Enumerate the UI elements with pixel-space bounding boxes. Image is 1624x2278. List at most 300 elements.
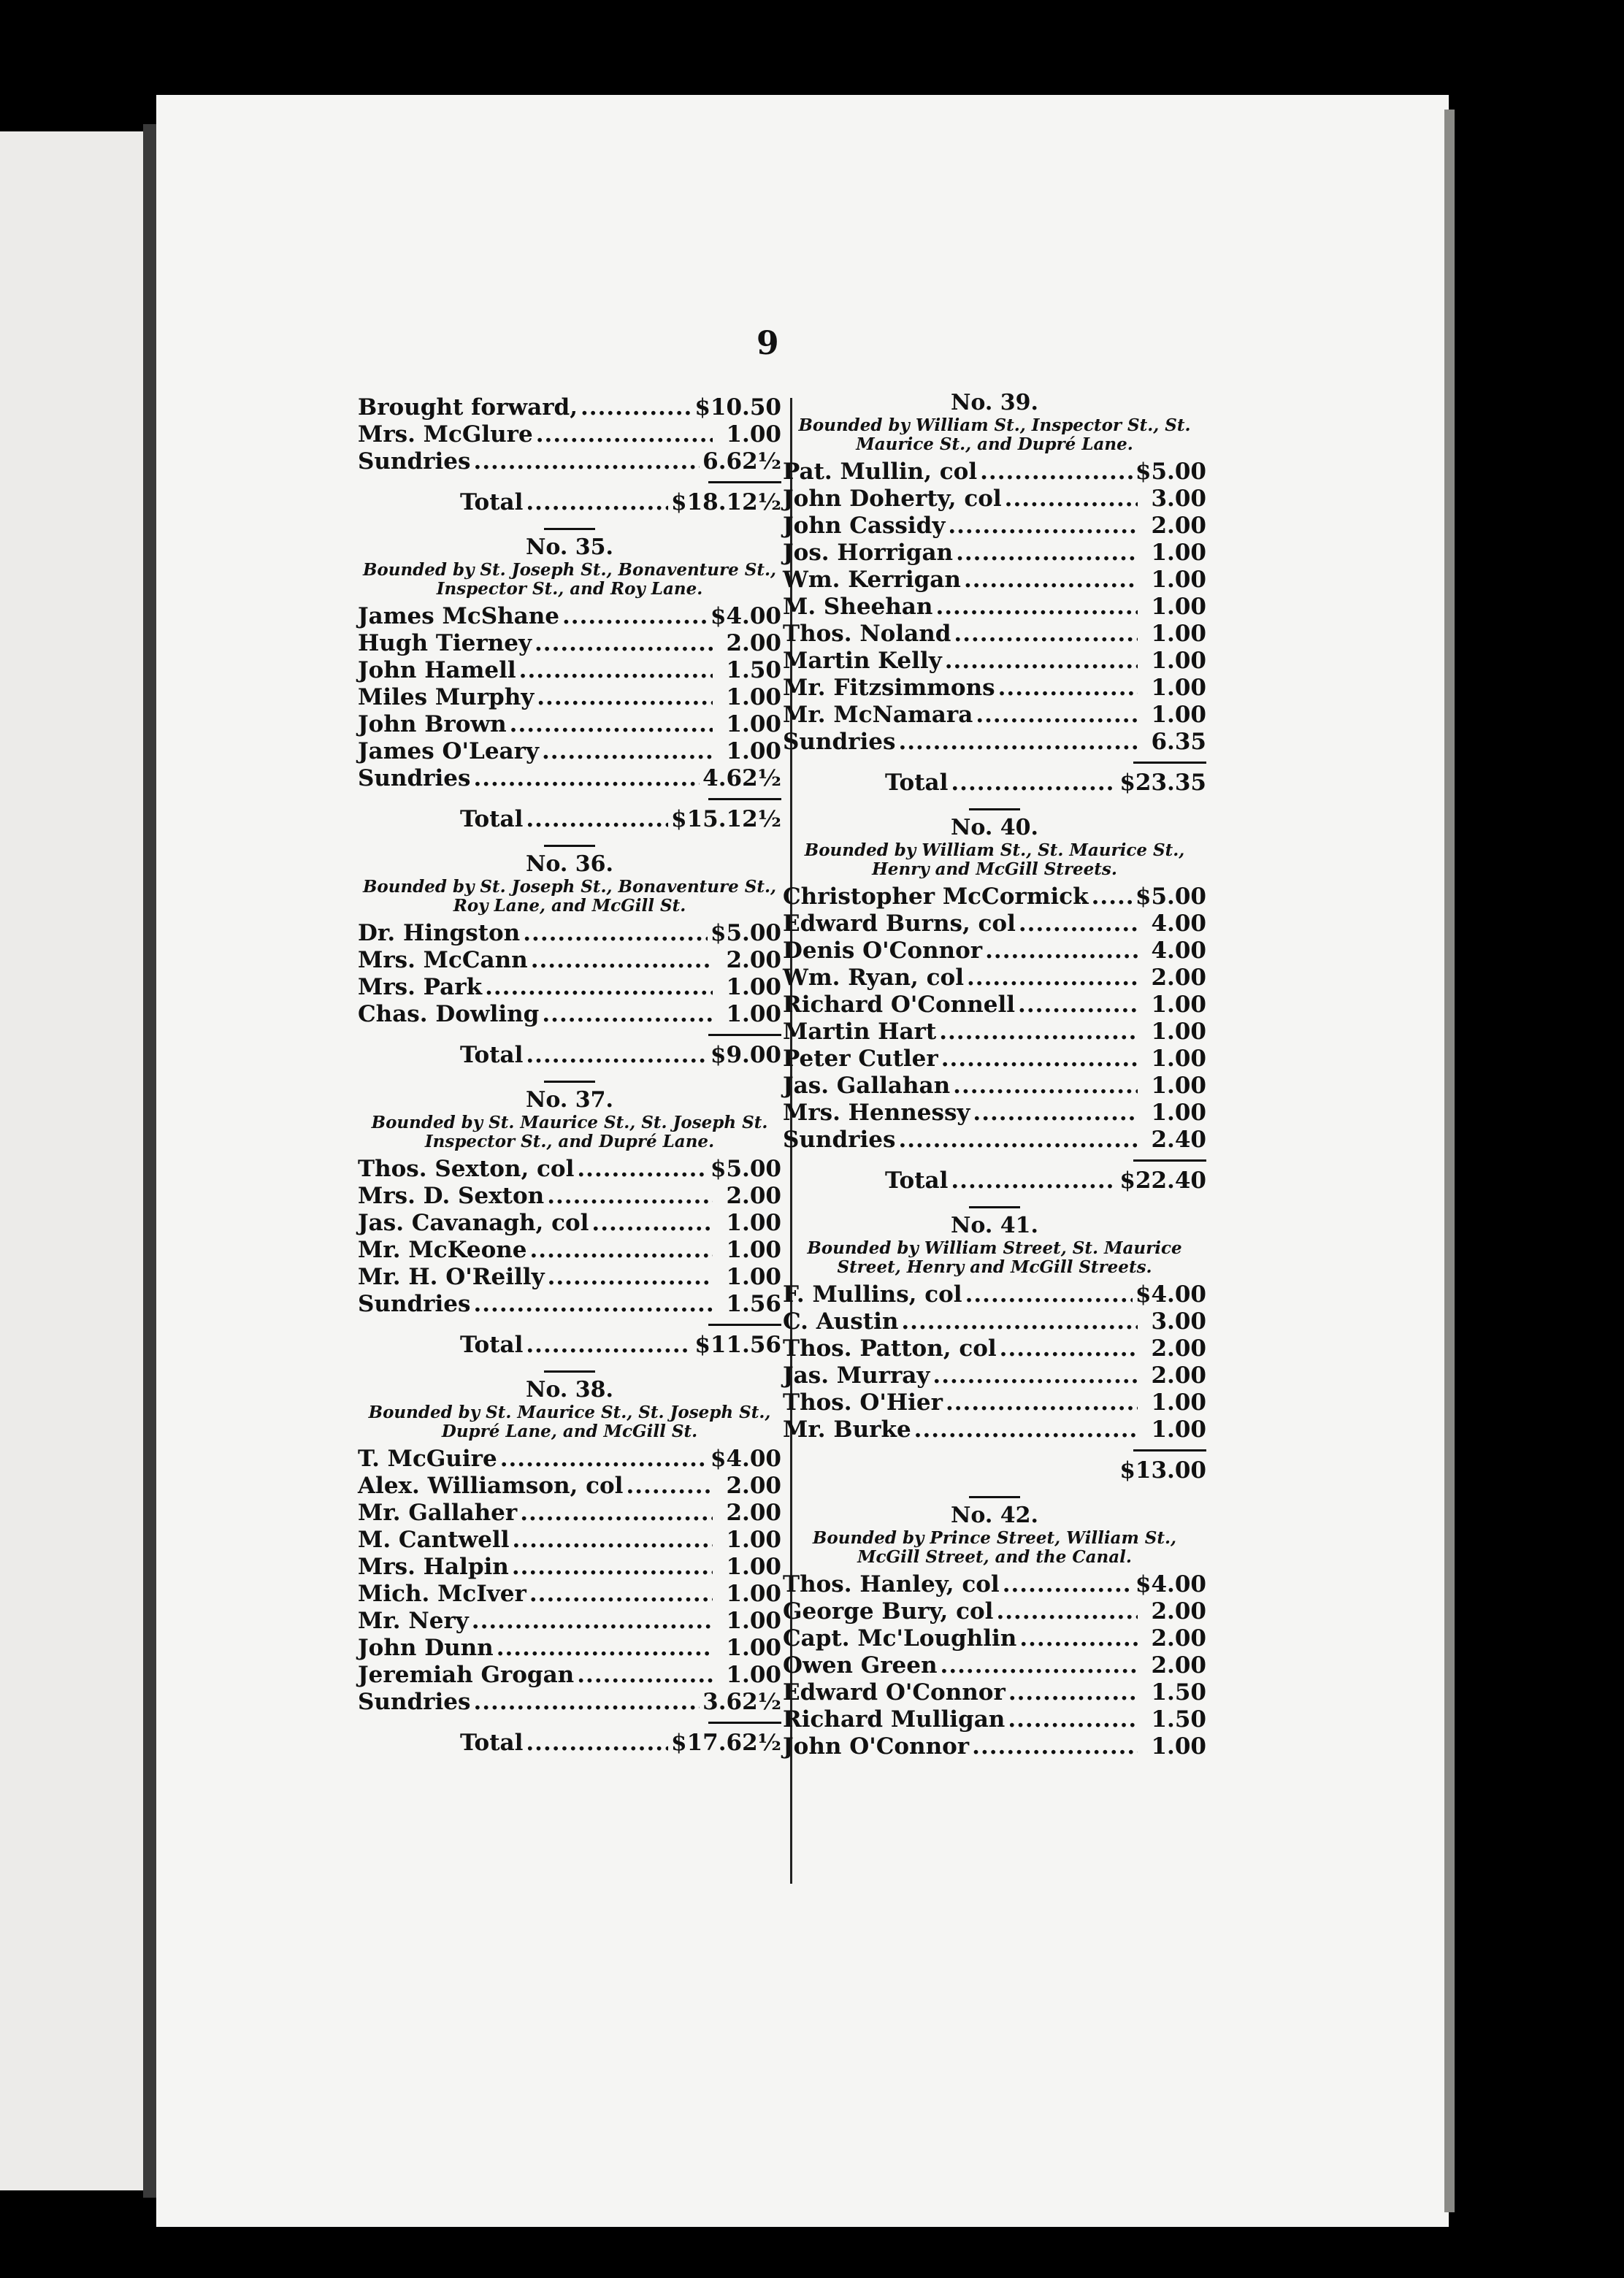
donor-name: Mr. Fitzsimmons [783,675,995,701]
list-item [358,1554,781,1581]
left-column [358,394,781,1757]
list-item [358,1183,781,1210]
list-item [783,1416,1206,1443]
total-amount: $23.35 [1119,770,1206,796]
donation-amount: 1.00 [726,1581,781,1607]
facing-page [0,131,146,2190]
leader-dots [1000,1335,1138,1362]
total-amount: $18.12½ [671,489,781,515]
list-item [783,1571,1206,1598]
donation-amount: 1.00 [1151,1046,1206,1072]
donor-name: Sundries [358,448,471,475]
right-sections [783,390,1206,1760]
list-item [783,937,1206,964]
donation-amount: 1.00 [1151,992,1206,1018]
leader-dots [520,1500,713,1527]
leader-dots [526,489,668,516]
total-rule [708,1034,781,1036]
list-item [358,1608,781,1635]
list-item [783,1073,1206,1100]
donation-amount: 1.56 [726,1291,781,1317]
donation-amount: 1.00 [726,974,781,1000]
leader-dots [531,947,713,974]
section-separator [969,1496,1020,1498]
ward-section [358,1370,781,1757]
list-item [358,1527,781,1554]
donor-name: Sundries [783,1127,896,1153]
brought-forward-label: Brought forward, [358,394,578,421]
donation-amount: 1.00 [726,1635,781,1661]
leader-dots [535,630,713,657]
donor-name: Sundries [358,1291,471,1317]
leader-dots [529,1581,713,1608]
page-edge [1444,110,1455,2212]
list-item [358,974,781,1001]
donation-amount: 4.00 [1151,937,1206,964]
list-item [783,567,1206,594]
list-item [358,1581,781,1608]
donation-amount: 1.00 [726,421,781,448]
total-row [358,1042,781,1069]
list-item [783,1046,1206,1073]
leader-dots [951,770,1116,797]
leader-dots [577,1662,713,1689]
leader-dots [542,1001,713,1028]
section-bounds: Bounded by St. Joseph St., Bonaventure St., Inspector St., and Roy Lane. [362,560,777,599]
donation-amount: 1.00 [1151,675,1206,701]
section-heading: No. 41. [951,1213,1038,1238]
list-item [358,1635,781,1662]
donation-amount: 2.00 [1151,1335,1206,1362]
donor-name: Chas. Dowling [358,1001,540,1027]
ward-section [358,845,781,1069]
donor-name: Mr. Burke [783,1416,911,1443]
donor-name: Sundries [783,729,896,755]
total-label: Total [885,1167,949,1194]
donor-name: Mrs. D. Sexton [358,1183,545,1209]
total-row [358,1332,781,1359]
ward-section [783,1496,1206,1760]
leader-dots [941,1046,1138,1073]
total-rule [1133,1159,1206,1162]
ward-section [358,528,781,833]
section-heading: No. 42. [951,1503,1038,1528]
donor-name: Thos. O'Hier [783,1389,943,1416]
donor-name: Martin Hart [783,1019,937,1045]
donation-amount: 1.00 [726,1527,781,1553]
list-item [783,621,1206,648]
donor-name: Sundries [358,1689,471,1715]
donor-name: Thos. Noland [783,621,951,647]
donation-amount: 1.00 [1151,1019,1206,1045]
leader-dots [537,684,713,711]
leader-dots [497,1635,713,1662]
total-rule [708,1324,781,1326]
leader-dots [473,1291,713,1318]
donation-amount: 1.50 [726,657,781,683]
leader-dots [1003,1571,1133,1598]
leader-dots [898,1127,1138,1154]
list-item [783,964,1206,992]
total-label: Total [460,806,524,832]
donation-amount: 3.62½ [702,1689,781,1715]
total-row [783,770,1206,797]
leader-dots [526,1730,668,1757]
donation-amount: 2.00 [1151,1652,1206,1679]
donor-name: Jas. Cavanagh, col [358,1210,589,1236]
ward-section [783,808,1206,1194]
list-item [358,1291,781,1318]
list-item [358,603,781,630]
leader-dots [980,459,1133,486]
donor-name: Mr. McKeone [358,1237,527,1263]
total-label: Total [460,1332,524,1358]
leader-dots [581,394,692,421]
total-amount: $9.00 [710,1042,781,1068]
total-row [358,1730,781,1757]
donor-name: Capt. Mc'Loughlin [783,1625,1017,1652]
donor-name: C. Austin [783,1308,899,1335]
section-separator [544,1370,595,1373]
donor-name: Jas. Gallahan [783,1073,951,1099]
leader-dots [965,1281,1133,1308]
donor-name: Wm. Kerrigan [783,567,961,593]
donation-amount: 2.00 [726,1473,781,1499]
donation-amount: 1.00 [1151,702,1206,728]
list-item [783,1281,1206,1308]
donation-amount: 1.00 [1151,567,1206,593]
total-label: Total [460,489,524,515]
donor-name: John Brown [358,711,507,737]
section-heading: No. 37. [526,1087,613,1113]
list-item [783,648,1206,675]
donation-amount: 1.50 [1151,1706,1206,1733]
donation-amount: 1.00 [726,1237,781,1263]
donation-amount: $5.00 [1135,883,1206,910]
donor-name: Martin Kelly [783,648,942,674]
leader-dots [485,974,713,1001]
donation-amount: 1.00 [1151,594,1206,620]
list-item [783,1100,1206,1127]
leader-dots [523,920,708,947]
donor-name: F. Mullins, col [783,1281,962,1308]
donation-amount: 1.00 [726,738,781,764]
section-bounds: Bounded by St. Joseph St., Bonaventure St., Roy Lane, and McGill St. [362,877,777,916]
leader-dots [526,1042,708,1069]
list-item [358,947,781,974]
donor-name: Richard Mulligan [783,1706,1006,1733]
list-item [783,910,1206,937]
donation-amount: $5.00 [1135,459,1206,485]
section-bounds: Bounded by William Street, St. Maurice Street, Henry and McGill Streets. [807,1238,1182,1277]
donation-amount: 1.00 [726,1554,781,1580]
list-item [783,1625,1206,1652]
leader-dots [948,513,1138,540]
leader-dots [935,594,1138,621]
donation-amount: 2.00 [1151,1598,1206,1625]
section-separator [969,1206,1020,1208]
list-item [358,1662,781,1689]
list-item [783,729,1206,756]
leader-dots [1008,1706,1138,1733]
leader-dots [542,738,713,765]
total-rule [708,798,781,800]
list-item [783,1308,1206,1335]
page-number: 9 [757,325,779,362]
donation-amount: $4.00 [1135,1281,1206,1308]
section-heading: No. 40. [951,815,1038,840]
leader-dots [512,1527,713,1554]
list-item [783,675,1206,702]
donor-name: Mrs. Park [358,974,483,1000]
total-label: Total [885,770,949,796]
donor-name: Wm. Ryan, col [783,964,964,991]
list-item [358,1446,781,1473]
list-item [358,920,781,947]
leader-dots [1018,992,1138,1019]
leader-dots [939,1019,1138,1046]
list-item [783,1679,1206,1706]
leader-dots [932,1362,1138,1389]
ward-section [783,1206,1206,1484]
leader-dots [941,1652,1138,1679]
total-amount: $13.00 [1119,1457,1206,1484]
donor-name: T. McGuire [358,1446,497,1472]
donation-amount: 1.00 [726,1264,781,1290]
donation-amount: 2.00 [1151,1362,1206,1389]
leader-dots [964,567,1138,594]
leader-dots [530,1237,713,1264]
list-item [783,883,1206,910]
donation-amount: $4.00 [710,603,781,629]
donor-name: Richard O'Connell [783,992,1016,1018]
leader-dots [973,1100,1138,1127]
donor-name: Mich. McIver [358,1581,526,1607]
leader-dots [547,1183,713,1210]
leader-dots [510,711,713,738]
donation-amount: 1.00 [726,684,781,710]
donation-amount: 1.00 [1151,1100,1206,1126]
donation-amount: 2.00 [726,1500,781,1526]
donation-amount: 4.00 [1151,910,1206,937]
donor-name: Mr. Nery [358,1608,469,1634]
donation-amount: 3.00 [1151,486,1206,512]
leader-dots [914,1416,1138,1443]
total-row [358,489,781,516]
list-item [358,1001,781,1028]
list-item [358,1500,781,1527]
leader-dots [898,729,1138,756]
leader-dots [526,806,668,833]
leader-dots [577,1156,708,1183]
list-item [783,459,1206,486]
donation-amount: 1.00 [726,1608,781,1634]
total-rule [1133,1449,1206,1451]
leader-dots [945,648,1138,675]
total-rule [1133,762,1206,764]
donor-name: Miles Murphy [358,684,535,710]
donor-name: George Bury, col [783,1598,994,1625]
donation-amount: 1.50 [1151,1679,1206,1706]
total-amount: $22.40 [1119,1167,1206,1194]
leader-dots [1019,1625,1138,1652]
brought-forward-row [358,394,781,421]
donation-amount: 2.00 [1151,1625,1206,1652]
donor-name: John Dunn [358,1635,494,1661]
donor-name: M. Sheehan [783,594,933,620]
leader-dots [1019,910,1138,937]
leader-dots [998,675,1138,702]
leader-dots [951,1167,1116,1194]
donation-amount: 3.00 [1151,1308,1206,1335]
donor-name: Mrs. McGlure [358,421,533,448]
donor-name: Thos. Hanley, col [783,1571,1000,1598]
donor-name: John Hamell [358,657,516,683]
donation-amount: $4.00 [710,1446,781,1472]
section-heading: No. 36. [526,851,613,877]
section-heading: No. 35. [526,534,613,560]
donation-amount: 2.00 [726,947,781,973]
donor-name: Thos. Sexton, col [358,1156,575,1182]
leader-dots [519,657,713,684]
leader-dots [967,964,1138,992]
total-rule [708,481,781,483]
list-item [358,1473,781,1500]
donation-amount: 1.00 [1151,1389,1206,1416]
list-item [783,1335,1206,1362]
leader-dots [472,1608,713,1635]
section-bounds: Bounded by William St., Inspector St., St. Maurice St., and Dupré Lane. [798,415,1191,454]
list-item [783,1706,1206,1733]
donor-name: Owen Green [783,1652,938,1679]
leader-dots [512,1554,713,1581]
ward-section [783,390,1206,797]
list-item [783,1362,1206,1389]
donor-name: Edward O'Connor [783,1679,1006,1706]
leader-dots [954,621,1138,648]
list-item [783,992,1206,1019]
total-row [783,1457,1206,1484]
donor-name: John O'Connor [783,1733,970,1760]
leader-dots [473,448,700,475]
donation-amount: $5.00 [710,920,781,946]
leader-dots [548,1264,713,1291]
list-item [783,1019,1206,1046]
list-item [358,1264,781,1291]
leader-dots [985,937,1138,964]
donation-amount: 1.00 [726,711,781,737]
section-separator [544,528,595,530]
donation-amount: 1.00 [1151,1416,1206,1443]
list-item [783,1127,1206,1154]
total-rule [708,1722,781,1724]
donation-amount: 1.00 [726,1662,781,1688]
leader-dots [972,1733,1138,1760]
leader-dots [473,765,700,792]
donor-name: Mrs. McCann [358,947,528,973]
left-sections [358,528,781,1757]
list-item [358,1210,781,1237]
donor-name: Mr. McNamara [783,702,973,728]
donor-name: Jas. Murray [783,1362,930,1389]
total-amount: $15.12½ [671,806,781,832]
leader-dots [500,1446,708,1473]
section-separator [969,808,1020,810]
donor-name: James McShane [358,603,559,629]
total-row [783,1167,1206,1194]
list-item [783,1652,1206,1679]
section-bounds: Bounded by William St., St. Maurice St., Henry and McGill Streets. [804,840,1185,879]
list-item [783,513,1206,540]
leader-dots [626,1473,713,1500]
total-label: Total [460,1730,524,1756]
total-amount: $11.56 [694,1332,781,1358]
brought-forward-amount: $10.50 [694,394,781,421]
donor-name: Mrs. Halpin [358,1554,509,1580]
total-label: Total [460,1042,524,1068]
donation-amount: 1.00 [1151,540,1206,566]
list-item [358,448,781,475]
donation-amount: 2.00 [1151,513,1206,539]
leader-dots [953,1073,1138,1100]
leader-dots [996,1598,1138,1625]
donor-name: Peter Cutler [783,1046,938,1072]
section-separator [544,845,595,847]
list-item [783,540,1206,567]
donor-name: Jeremiah Grogan [358,1662,575,1688]
donor-name: Denis O'Connor [783,937,983,964]
leader-dots [1092,883,1133,910]
list-item [783,486,1206,513]
list-item [358,738,781,765]
donation-amount: 2.00 [1151,964,1206,991]
list-item [358,421,781,448]
donation-amount: 1.00 [726,1001,781,1027]
donor-name: M. Cantwell [358,1527,510,1553]
donor-name: Pat. Mullin, col [783,459,978,485]
section-heading: No. 39. [951,390,1038,415]
donation-amount: 2.00 [726,630,781,656]
donor-name: Thos. Patton, col [783,1335,997,1362]
total-row [358,806,781,833]
list-item [783,702,1206,729]
donation-amount: 1.00 [726,1210,781,1236]
donor-name: Christopher McCormick [783,883,1089,910]
donation-amount: $4.00 [1135,1571,1206,1598]
leader-dots [901,1308,1138,1335]
leader-dots [562,603,708,630]
list-item [358,684,781,711]
donation-amount: 1.00 [1151,621,1206,647]
list-item [358,1237,781,1264]
leader-dots [1008,1679,1138,1706]
donor-name: Dr. Hingston [358,920,521,946]
total-amount: $17.62½ [671,1730,781,1756]
donation-amount: 2.00 [726,1183,781,1209]
list-item [358,765,781,792]
donor-name: Mr. H. O'Reilly [358,1264,545,1290]
section-heading: No. 38. [526,1377,613,1403]
list-item [358,1156,781,1183]
leader-dots [956,540,1138,567]
donation-amount: 1.00 [1151,1733,1206,1760]
ward-section [358,1081,781,1359]
section-bounds: Bounded by St. Maurice St., St. Joseph St., Dupré Lane, and McGill St. [368,1403,771,1441]
leader-dots [591,1210,713,1237]
donor-name: James O'Leary [358,738,539,764]
donor-name: Sundries [358,765,471,791]
donation-amount: 1.00 [1151,1073,1206,1099]
